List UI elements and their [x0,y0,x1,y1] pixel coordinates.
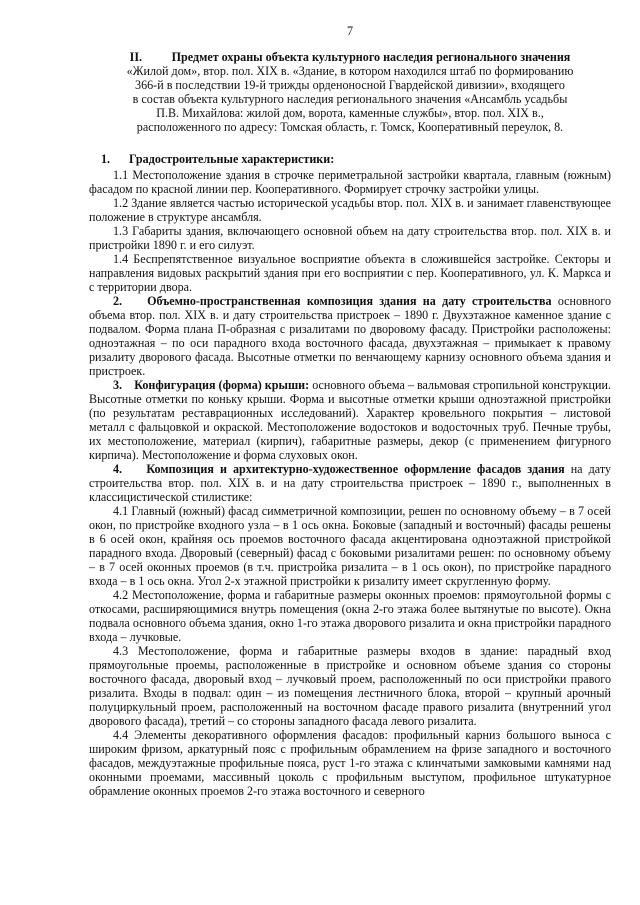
header-line: расположенного по адресу: Томская область, г. Томск, Кооперативный переулок, 8. [136,120,564,134]
item-4-4: 4.4 Элементы декоративного оформления фасадов: профильный карниз большого выноса с широким фризом, аркатурный пояс с профильным обрамлением на фризе западного и восточного фасадов, междуэтажные профильные пояса, руст 1-го этажа с клинчатыми замковыми камнями над оконными проемами, массивный цоколь с профильным выступом, профильное штукатурное обрамление оконных проемов 2-го этажа восточного и северного [89,728,611,798]
section-title: Градостроительные характеристики: [129,152,335,166]
item-1-3: 1.3 Габариты здания, включающего основной объем на дату строительства втор. пол. XIX в. и пристройки 1890 г. и его силуэт. [89,224,611,252]
section-3-paragraph [89,378,611,462]
section-title: Объемно-пространственная композиция здания на дату строительства [147,294,552,308]
section-1-heading [101,152,611,166]
section-text: основного объема втор. пол. XIX в. и дату строительства пристроек – 1890 г. Двухэтажное каменное здание с подвалом. Форма плана П-образная с ризалитами по дворовому фасаду. Пристройки расположены: одноэтажная – по оси парадного входа восточного фасада, двухэтажная – примыкает к правому ризалиту дворового фасада. Высотные отметки по венчающему карнизу основного объема здания и пристроек. [89,294,611,378]
header-title-line [89,50,611,64]
section-text: основного объема – вальмовая стропильной конструкции. Высотные отметки по коньку крыши. Форма и высотные отметки крыши одноэтажной пристройки (по результатам реставрационных исследований). Характер кровельного покрытия – листовой металл с фальцовкой и окраской. Местоположение водостоков и водосточных труб. Печные трубы, их местоположение, материал (кирпич), габаритные размеры, декор (с применением фигурного кирпича). Местоположение и форма слуховых окон. [89,378,611,462]
section-text: на дату строительства втор. пол. XIX в. и на дату строительства пристроек – 1890 г., выполненных в классицистической стилистике: [89,462,611,504]
section-header [89,50,611,134]
header-line: 366-й в последствии 19-й трижды орденоносной Гвардейской дивизии», входящего [135,78,565,92]
item-1-2: 1.2 Здание является частью исторической усадьбы втор. пол. XIX в. и занимает главенствующее положение в структуре ансамбля. [89,196,611,224]
item-4-3: 4.3 Местоположение, форма и габаритные размеры входов в здание: парадный вход прямоугольные проемы, расположенные в пристройке и основном объеме здания со стороны восточного фасада, дворовый вход – лучковый проем, расположенный по оси пристройки правого ризалита. Входы в подвал: один – из помещения лестничного блока, второй – крупный арочный полуциркульный проем, расположенный на восточном фасаде правого ризалита (внутренний угол дворового фасада), третий – со стороны западного фасада левого ризалита. [89,644,611,728]
item-4-1: 4.1 Главный (южный) фасад симметричной композиции, решен по основному объему – в 7 осей окон, по пристройке входного узла – в 1 ось окна. Боковые (западный и восточный) фасады решены в 6 осей окон, крайняя ось проемов восточного фасада акцентирована одноэтажной пристройкой парадного входа. Дворовый (северный) фасад с боковыми ризалитами решен: по основному объему – в 7 осей оконных проемов (в т.ч. пристройка ризалита – в 1 ось окон), по пристройке парадного входа – в 1 ось окна. Угол 2-х этажной пристройки к ризалиту имеет скругленную форму. [89,504,611,588]
item-1-1: 1.1 Местоположение здания в строчке периметральной застройки квартала, главным (южным) фасадом по красной линии пер. Кооперативного. Формирует строчку застройки улицы. [89,168,611,196]
section-2-paragraph [89,294,611,378]
header-title: Предмет охраны объекта культурного наследия регионального значения [171,50,571,64]
header-line: в состав объекта культурного наследия регионального значения «Ансамбль усадьбы [132,92,568,106]
section-number: 2. [113,294,123,308]
section-title: Конфигурация (форма) крыши: [134,378,310,392]
header-line: «Жилой дом», втор. пол. XIX в. «Здание, в котором находился штаб по формированию [126,64,574,78]
section-4-paragraph [89,462,611,504]
section-number: 1. [101,152,111,166]
item-1-4: 1.4 Беспрепятственное визуальное восприятие объекта в сложившейся застройке. Секторы и направления видовых раскрытий здания при его восприятии с пер. Кооперативного, ул. К. Маркса и с территории двора. [89,252,611,294]
header-roman-numeral: II. [129,50,143,64]
section-title: Композиция и архитектурно-художественное оформление фасадов здания [146,462,565,476]
page-number: 7 [346,24,354,38]
header-line: П.В. Михайлова: жилой дом, ворота, каменные службы», втор. пол. XIX в., [156,106,544,120]
section-number: 3. [113,378,123,392]
section-number: 4. [113,462,123,476]
item-4-2: 4.2 Местоположение, форма и габаритные размеры оконных проемов: прямоугольной формы с откосами, расширяющимися внутрь помещения (окна 2-го этажа более вытянутые по высоте). Окна подвала основного объема здания, окно 1-го этажа дворового ризалита и окна пристройки парадного входа – лучковые. [89,588,611,644]
